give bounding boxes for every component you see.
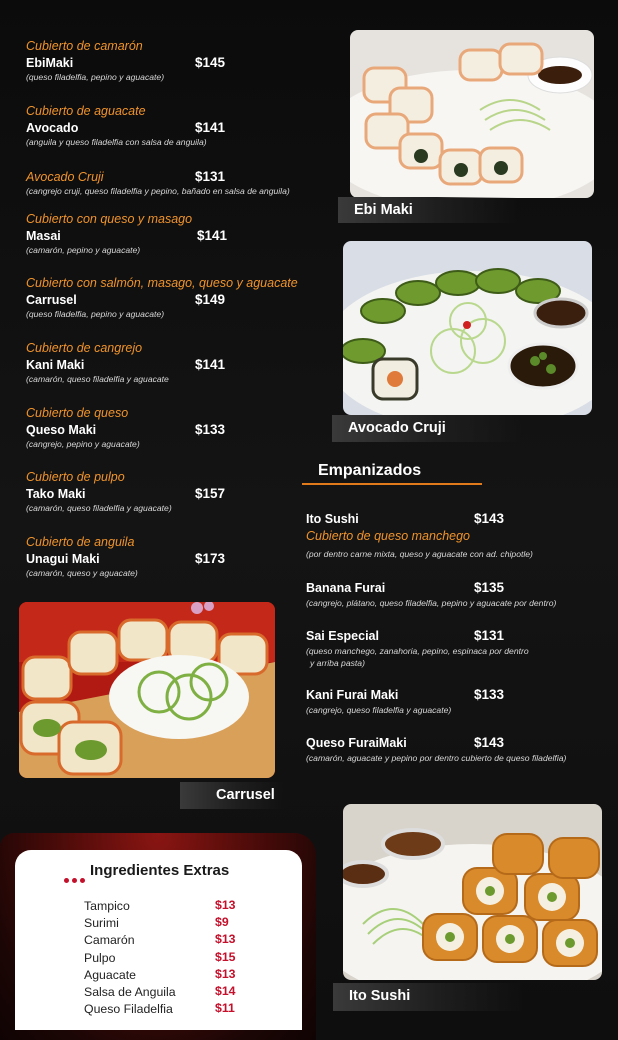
item-description: (cangrejo, pepino y aguacate) xyxy=(26,439,140,449)
item-price: $141 xyxy=(195,120,226,135)
extra-item xyxy=(84,897,254,914)
ebi-maki-photo xyxy=(350,30,594,198)
item-name: Kani Maki xyxy=(26,358,85,372)
item-subtitle: Cubierto de pulpo xyxy=(26,470,125,484)
item-description: (queso filadelfia, pepino y aguacate) xyxy=(26,309,165,319)
empanizado-item-kani-furai-maki xyxy=(306,686,606,716)
item-subtitle: Cubierto de camarón xyxy=(26,39,143,53)
ito-sushi-illustration xyxy=(343,804,602,980)
item-description: (anguila y queso filadelfia con salsa de anguila) xyxy=(26,137,207,147)
item-price: $133 xyxy=(195,422,226,437)
section-divider xyxy=(302,483,482,485)
empanizado-item-queso-furaimaki xyxy=(306,734,606,764)
carrusel-photo xyxy=(19,602,275,778)
item-name: Unagui Maki xyxy=(26,552,100,566)
item-subtitle: Cubierto con salmón, masago, queso y aguacate xyxy=(26,276,298,290)
avocado-cruji-caption: Avocado Cruji xyxy=(332,415,522,442)
item-subtitle: Cubierto de queso xyxy=(26,406,129,420)
empanizados-title: Empanizados xyxy=(318,462,422,479)
menu-item-avocado xyxy=(26,104,326,148)
menu-item-tako-maki xyxy=(26,470,326,514)
menu-item-ebimaki xyxy=(26,39,326,83)
extras-title: Ingredientes Extras xyxy=(90,862,230,879)
item-price: $131 xyxy=(195,169,226,184)
empanizado-item-banana-furai xyxy=(306,579,606,609)
item-price: $131 xyxy=(474,628,505,643)
item-name: Avocado xyxy=(26,121,79,135)
extra-item xyxy=(84,1000,254,1017)
extra-name: Aguacate xyxy=(84,967,136,982)
extra-price: $9 xyxy=(215,915,229,930)
item-subtitle: Cubierto con queso y masago xyxy=(26,212,193,226)
item-price: $135 xyxy=(474,580,505,595)
extra-price: $11 xyxy=(215,1001,235,1016)
item-description: (cangrejo, queso filadelfia y aguacate) xyxy=(306,705,452,715)
item-price: $133 xyxy=(474,687,505,702)
menu-item-carrusel xyxy=(26,276,326,320)
extra-price: $15 xyxy=(215,949,236,964)
item-description: (por dentro carne mixta, queso y aguacate con ad. chipotle) xyxy=(306,549,533,559)
item-name: Carrusel xyxy=(26,293,77,307)
item-description: (camarón, queso filadelfia y aguacate xyxy=(26,374,169,384)
extra-item xyxy=(84,914,254,931)
item-name: Tako Maki xyxy=(26,487,86,501)
menu-item-queso-maki xyxy=(26,406,326,450)
ebi-maki-illustration xyxy=(350,30,594,198)
item-subtitle: Cubierto de cangrejo xyxy=(26,341,143,355)
extra-item xyxy=(84,949,254,966)
item-description-continued: y arriba pasta) xyxy=(310,658,365,668)
extra-name: Surimi xyxy=(84,916,119,931)
item-name: Queso FuraiMaki xyxy=(306,736,407,750)
item-price: $143 xyxy=(474,511,505,526)
item-description: (camarón, queso filadelfia y aguacate) xyxy=(26,503,172,513)
item-price: $141 xyxy=(197,228,228,243)
extra-price: $13 xyxy=(215,966,236,981)
extra-price: $13 xyxy=(215,898,236,912)
extra-name: Pulpo xyxy=(84,950,116,965)
item-price: $145 xyxy=(195,55,226,70)
item-price: $157 xyxy=(195,486,226,501)
item-price: $141 xyxy=(195,357,226,372)
item-subtitle: Cubierto de aguacate xyxy=(26,104,146,118)
item-name: Kani Furai Maki xyxy=(306,688,399,702)
item-subtitle: Cubierto de queso manchego xyxy=(306,529,471,543)
menu-item-masai xyxy=(26,212,326,256)
carrusel-caption: Carrusel xyxy=(180,782,284,809)
item-name: EbiMaki xyxy=(26,56,74,70)
extra-price: $14 xyxy=(215,983,236,998)
extra-item xyxy=(84,931,254,948)
extra-price: $13 xyxy=(215,932,236,947)
item-name: Banana Furai xyxy=(306,581,386,595)
item-name: Ito Sushi xyxy=(306,512,359,526)
carrusel-illustration xyxy=(19,602,275,778)
item-description: (cangrejo, plátano, queso filadelfia, pepino y aguacate por dentro) xyxy=(306,598,557,608)
extra-item xyxy=(84,983,254,1000)
item-name: Sai Especial xyxy=(306,629,379,643)
item-description: (camarón, aguacate y pepino por dentro cubierto de queso filadelfia) xyxy=(306,753,567,763)
item-price: $149 xyxy=(195,292,226,307)
extras-list xyxy=(84,897,254,1017)
empanizado-item-sai-especial xyxy=(306,627,606,669)
item-description: (cangrejo cruji, queso filadelfia y pepino, bañado en salsa de anguila) xyxy=(26,186,290,196)
item-name: Masai xyxy=(26,229,61,243)
item-description: (queso filadelfia, pepino y aguacate) xyxy=(26,72,165,82)
ebi-maki-caption: Ebi Maki xyxy=(338,197,518,223)
item-description: (camarón, queso y aguacate) xyxy=(26,568,138,578)
bullet-dots-icon xyxy=(64,870,88,888)
menu-item-kani-maki xyxy=(26,341,326,385)
extra-item xyxy=(84,966,254,983)
menu-item-avocado-cruji xyxy=(26,168,326,197)
extra-name: Queso Filadelfia xyxy=(84,1002,173,1017)
item-price: $143 xyxy=(474,735,505,750)
ito-sushi-photo xyxy=(343,804,602,980)
extra-name: Tampico xyxy=(84,899,130,913)
empanizado-item-ito-sushi xyxy=(306,510,606,560)
avocado-cruji-photo xyxy=(343,241,592,415)
extra-name: Camarón xyxy=(84,933,135,948)
ito-sushi-caption: Ito Sushi xyxy=(333,983,523,1011)
avocado-cruji-illustration xyxy=(343,241,592,415)
item-description: (queso manchego, zanahoria, pepino, espinaca por dentro xyxy=(306,646,529,656)
item-name: Queso Maki xyxy=(26,423,97,437)
item-price: $173 xyxy=(195,551,226,566)
menu-item-unagui-maki xyxy=(26,535,326,579)
item-subtitle: Avocado Cruji xyxy=(26,170,104,184)
extra-name: Salsa de Anguila xyxy=(84,984,176,999)
item-description: (camarón, pepino y aguacate) xyxy=(26,245,141,255)
item-subtitle: Cubierto de anguila xyxy=(26,535,135,549)
